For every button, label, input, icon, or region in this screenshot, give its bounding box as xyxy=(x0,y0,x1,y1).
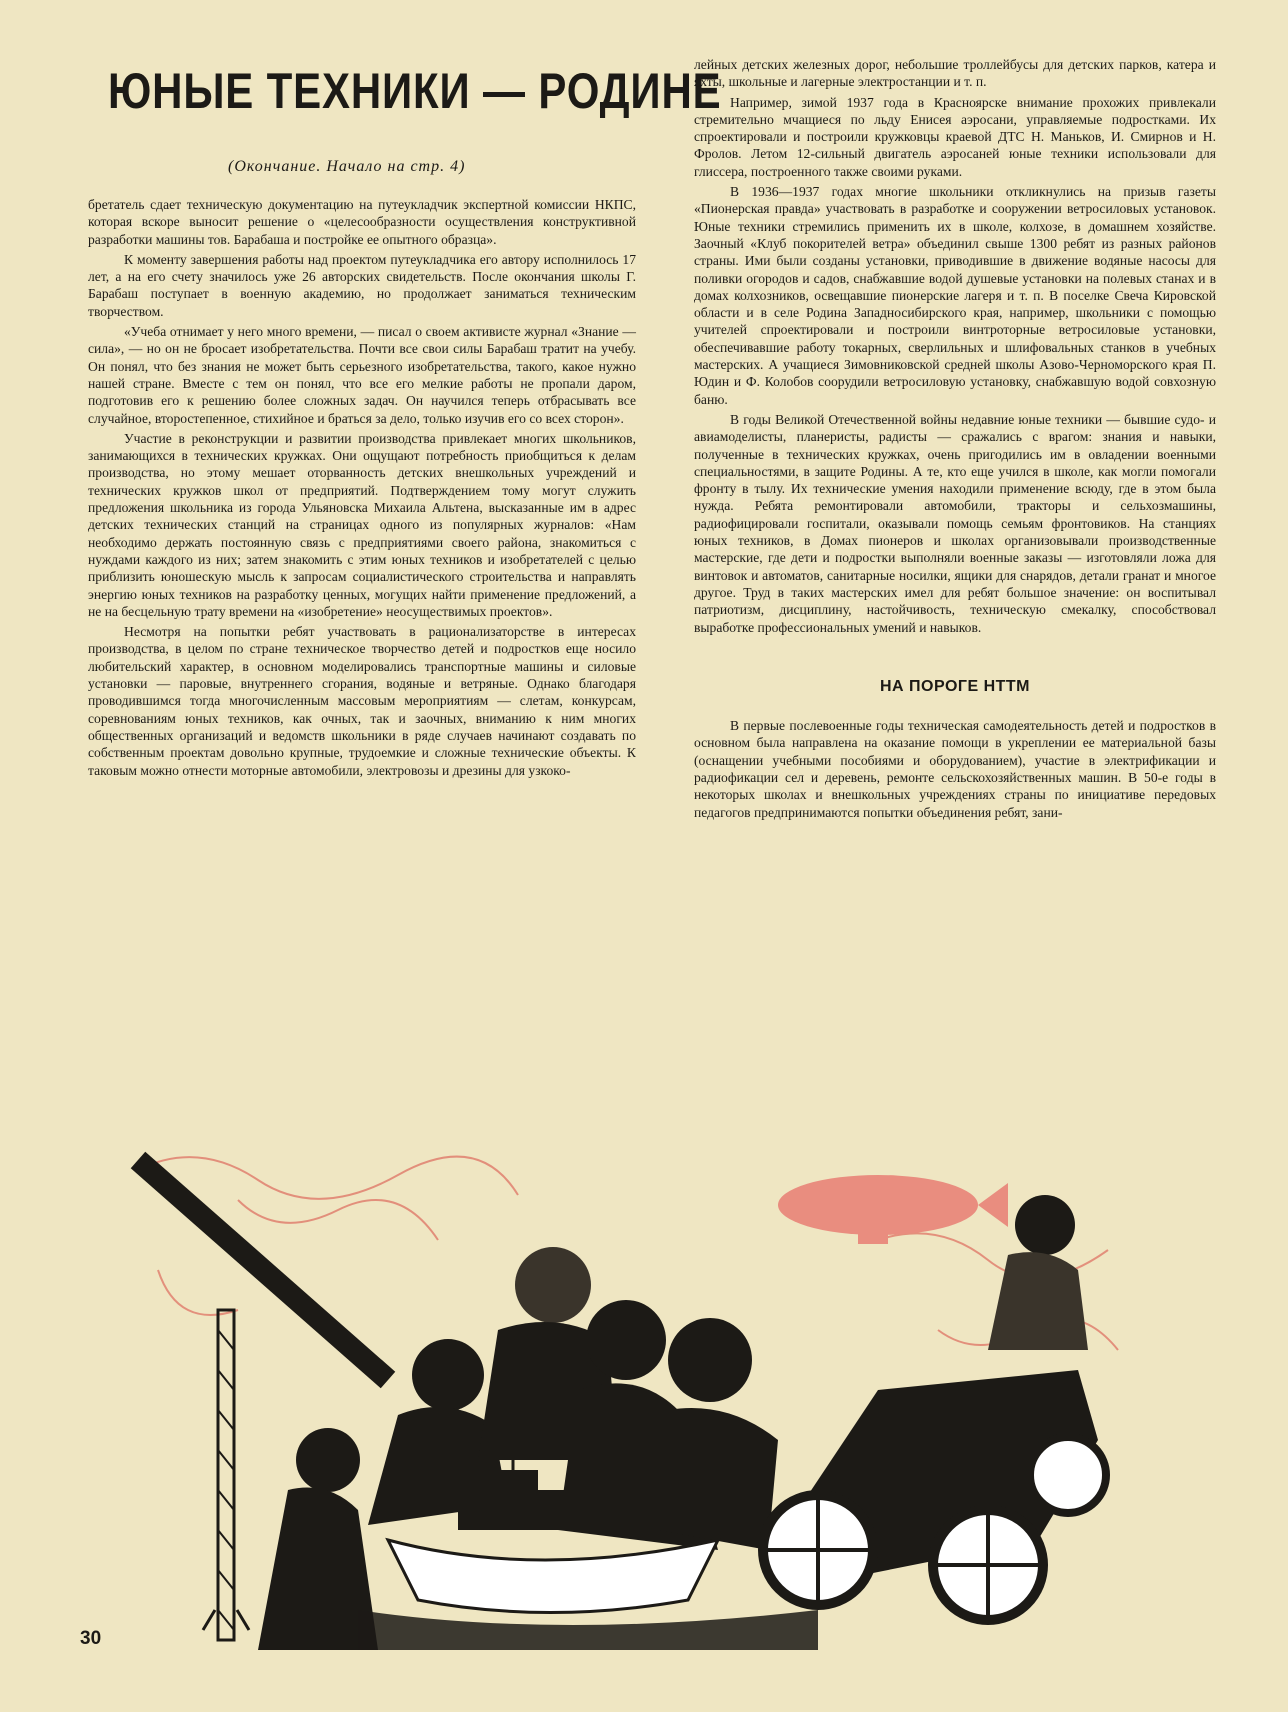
paragraph: лейных детских железных дорог, небольшие троллейбусы для детских парков, катера и яхты, школьные и лагерные электростанции и т. п. xyxy=(694,57,1216,90)
paragraph: бретатель сдает техническую документацию на путеукладчик экспертной комиссии НКПС, которая вскоре выносит решение о «целесообразности осуществления конструктивной разработки машины тов. Барабаша и постройке ее опытного образца». xyxy=(88,197,636,247)
zeppelin-icon xyxy=(778,1175,1008,1244)
section-heading: НА ПОРОГЕ НТТМ xyxy=(879,677,1031,695)
paragraph: В первые послевоенные годы техническая самодеятельность детей и подростков в основном была направлена на оказание помощи в укреплении ее материальной базы (оснащении учебными пособиями и оборудованием), участие в электрификации и радиофикации сел и деревень, ремонте сельскохозяйственных машин. В 50-е годы в некоторых школах и внешкольных учреждениях страны по инициативе передовых педагогов предпринимаются попытки объединения ребят, зани- xyxy=(694,718,1216,820)
right-column xyxy=(694,56,1216,824)
vintage-car-icon xyxy=(763,1370,1106,1620)
article-title: ЮНЫЕ ТЕХНИКИ — РОДИНЕ xyxy=(108,63,722,119)
paragraph: Участие в реконструкции и развитии производства привлекает многих школьников, занимающихся в технических кружках. Они ощущают потребность приобщиться к делам производства, но этому мешает оторванность детских внешкольных учреждений и технических кружков школ от предприятий. Подтверждением тому могут служить предложения школьника из города Ульяновска Михаила Альтена, высказанные им в адрес детских технических станций на страницах одного из популярных журналов: «Нам необходимо держать постоянную связь с предприятиями своего района, знакомиться с нуждами каждого из них; затем знакомить с этим юных техников и изобретателей с целью приблизить юношескую мысль к запросам социалистического строительства и направлять энергию юных техников на разработку ценных, могущих найти применение предложений, а не на бесцельную трату времени на «изобретение» неосуществимых проектов». xyxy=(88,430,636,619)
paragraph: В 1936—1937 годах многие школьники откликнулись на призыв газеты «Пионерская правда» участвовать в разработке и сооружении ветросиловых установок. Юные техники стремились применить их в школе, колхозе, в домашнем хозяйстве. Заочный «Клуб покорителей ветра» объединил свыше 1300 ребят из разных районов страны. Ими были созданы установки, приводившие в движение водяные насосы для поливки огородов и садов, снабжавшие водой душевые установки на полевых станах и в домах колхозников, освещавшие пионерские лагеря и т. п. В поселке Свеча Кировской области и в селе Родина Западносибирского края, например, школьники с помощью учителей спроектировали и построили винтроторные ветросиловые установки, обеспечивавшие работу токарных, сверлильных и шлифовальных станков в учебных мастерских. А учащиеся Зимовниковской средней школы Азово-Черноморского края П. Юдин и Ф. Колобов соорудили ветросиловую установку, снабжавшую водой совхозную баню. xyxy=(694,184,1216,407)
paragraph: Несмотря на попытки ребят участвовать в рационализаторстве в интересах производства, в целом по стране техническое творчество детей и подростков еще носило любительский характер, в основном моделировались транспортные машины и силовые установки — паровые, внутреннего сгорания, водяные и ветряные. Однако благодаря проводившимся тогда многочисленным массовым мероприятиям — слетам, конкурсам, соревнованиям юных техников, как очных, так и заочных, вниманию к ним многих общественных организаций и ведомств школьники в ряде случаев начинают создавать по собственным проектам довольно крупные, трудоемкие и сложные технические объекты. К таковым можно отнести моторные автомобили, электровозы и дрезины для узкоко- xyxy=(88,624,636,778)
paragraph: «Учеба отнимает у него много времени, — писал о своем активисте журнал «Знание — сила», — но он не бросает изобретательства. Почти все свои силы Барабаш тратит на учебу. Он понял, что без знания не может быть серьезного изобретательства, такого, какое нужно нашей стране. Вместе с тем он понял, что все его мелкие работы не пропали даром, подготовив его к решению более сложных задач. Он научился теперь отбрасывать все случайное, второстепенное, стихийное и браться за дело, только изучив его со всех сторон». xyxy=(88,324,636,426)
paragraph: В годы Великой Отечественной войны недавние юные техники — бывшие судо- и авиамоделисты, планеристы, радисты — сражались с врагом: знания и навыки, полученные в технических кружках, очень пригодились им в овладении военными специальностями, в защите Родины. А те, кто еще учился в школе, как могли помогали фронту в тылу. Их технические умения находили применение всюду, где в этом была нужда. Ребята ремонтировали автомобили, тракторы и сельхозмашины, радиофицировали госпитали, оказывали помощь семьям фронтовиков. На станциях юных техников, в Домах пионеров и школах организовывали производственные мастерские, где дети и подростки выполняли военные заказы — изготовляли ложа для винтовок и автоматов, санитарные носилки, ящики для снарядов, детали гранат и многое другое. Труд в таких мастерских имел для ребят большое значение: он воспитывал патриотизм, дисциплину, настойчивость, техническую смекалку, способствовал выработке профессиональных умений и навыков. xyxy=(694,411,1216,635)
illustration-young-technicians xyxy=(118,1130,1228,1650)
article-subtitle: (Окончание. Начало на стр. 4) xyxy=(228,158,466,175)
paragraph: Например, зимой 1937 года в Красноярске внимание прохожих привлекали стремительно мчащиеся по льду Енисея аэросани, управляемые подростками. Их спроектировали и построили кружковцы краевой ДТС Н. Маньков, И. Смирнов и Н. Фролов. Летом 12-сильный двигатель аэросаней юные техники использовали для глиссера, построенного также своими руками. xyxy=(694,94,1216,179)
page-number: 30 xyxy=(80,1628,102,1649)
water-ground xyxy=(358,1610,818,1650)
paragraph: К моменту завершения работы над проектом путеукладчика его автору исполнилось 17 лет, а на его счету значилось уже 26 авторских свидетельств. После окончания школы Г. Барабаш поступает в военную академию, но продолжает заниматься техническим творчеством. xyxy=(88,251,636,319)
left-column xyxy=(88,196,636,782)
